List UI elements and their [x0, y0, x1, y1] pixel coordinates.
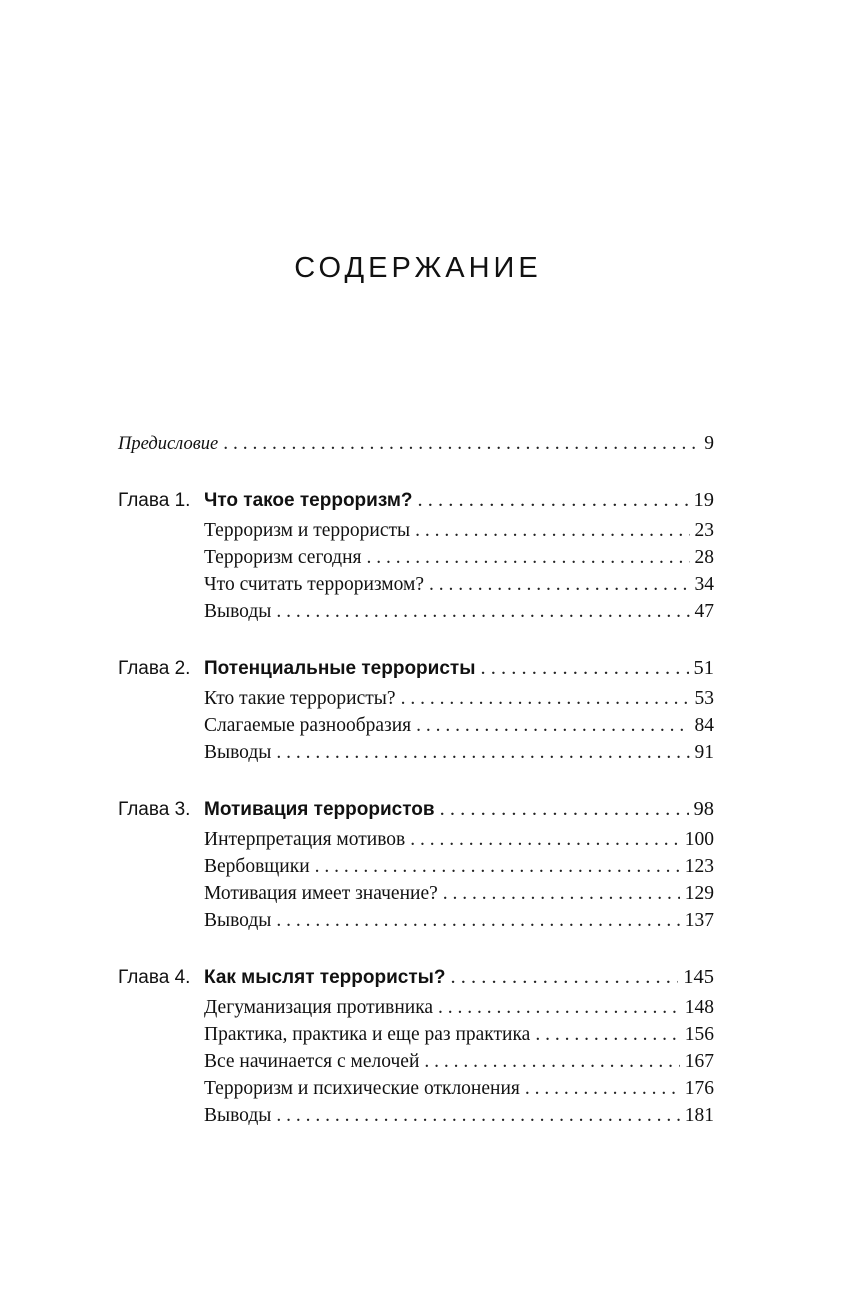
- toc-section-entry[interactable]: [204, 880, 714, 907]
- dot-leader: [424, 1048, 679, 1075]
- section-title: Выводы: [204, 601, 272, 622]
- section-title: Выводы: [204, 742, 272, 763]
- dot-leader: [535, 1021, 679, 1048]
- dot-leader: [276, 907, 679, 934]
- toc-chapter-entry[interactable]: [118, 792, 714, 826]
- toc-page-number: 53: [694, 688, 714, 709]
- toc-section-entry[interactable]: [204, 712, 714, 739]
- section-title: Выводы: [204, 910, 272, 931]
- section-title: Слагаемые разнообразия: [204, 715, 412, 736]
- dot-leader: [276, 598, 689, 625]
- dot-leader: [276, 739, 689, 766]
- section-title: Терроризм сегодня: [204, 547, 362, 568]
- toc-page-number: 145: [683, 966, 714, 988]
- toc-page-number: 98: [693, 798, 714, 820]
- toc-page-number: 23: [694, 520, 714, 541]
- toc-page-number: 28: [694, 547, 714, 568]
- toc-chapter-entry[interactable]: [118, 651, 714, 685]
- dot-leader: [415, 517, 689, 544]
- chapter-title: Потенциальные террористы: [204, 658, 476, 679]
- toc-section-entry[interactable]: [204, 598, 714, 625]
- toc-section-entry[interactable]: [204, 517, 714, 544]
- section-title: Терроризм и террористы: [204, 520, 411, 541]
- chapter-number: Глава 4.: [118, 967, 191, 988]
- chapter-block: [118, 651, 714, 766]
- section-title: Выводы: [204, 1105, 272, 1126]
- toc-section-entry[interactable]: [204, 571, 714, 598]
- table-of-contents: [118, 430, 714, 1129]
- dot-leader: [525, 1075, 680, 1102]
- toc-section-entry[interactable]: [204, 685, 714, 712]
- chapter-number: Глава 3.: [118, 799, 191, 820]
- section-title: Терроризм и психические отклонения: [204, 1078, 520, 1099]
- toc-chapter-entry[interactable]: [118, 960, 714, 994]
- toc-section-entry[interactable]: [204, 1021, 714, 1048]
- dot-leader: [480, 651, 688, 685]
- toc-entry-label: Предисловие: [118, 434, 219, 454]
- toc-page-number: 181: [684, 1105, 714, 1126]
- dot-leader: [315, 853, 680, 880]
- toc-page-number: 167: [684, 1051, 714, 1072]
- dot-leader: [438, 994, 680, 1021]
- toc-page-number: 34: [694, 574, 714, 595]
- toc-page-number: 100: [684, 829, 714, 850]
- toc-page-number: 156: [684, 1024, 714, 1045]
- chapter-title: Мотивация террористов: [204, 799, 435, 820]
- chapter-list: [118, 483, 714, 1129]
- toc-page-number: 51: [693, 657, 714, 679]
- dot-leader: [223, 430, 699, 457]
- dot-leader: [450, 960, 678, 994]
- toc-page-number: 129: [684, 883, 714, 904]
- toc-page-number: 19: [693, 489, 714, 511]
- chapter-block: [118, 792, 714, 934]
- chapter-title: Что такое терроризм?: [204, 490, 413, 511]
- toc-section-entry[interactable]: [204, 739, 714, 766]
- dot-leader: [416, 712, 689, 739]
- section-title: Мотивация имеет значение?: [204, 883, 438, 904]
- section-title: Дегуманизация противника: [204, 997, 434, 1018]
- dot-leader: [443, 880, 680, 907]
- toc-section-entry[interactable]: [204, 853, 714, 880]
- section-title: Вербовщики: [204, 856, 310, 877]
- toc-section-entry[interactable]: [204, 994, 714, 1021]
- toc-page-number: 137: [684, 910, 714, 931]
- dot-leader: [410, 826, 680, 853]
- dot-leader: [276, 1102, 679, 1129]
- toc-page-number: 47: [694, 601, 714, 622]
- section-title: Что считать терроризмом?: [204, 574, 425, 595]
- section-title: Все начинается с мелочей: [204, 1051, 420, 1072]
- dot-leader: [440, 792, 689, 826]
- toc-section-entry[interactable]: [204, 544, 714, 571]
- toc-page-number: 91: [694, 742, 714, 763]
- chapter-block: [118, 483, 714, 625]
- toc-page-number: 148: [684, 997, 714, 1018]
- chapter-number: Глава 2.: [118, 658, 191, 679]
- section-title: Кто такие террористы?: [204, 688, 396, 709]
- section-title: Практика, практика и еще раз практика: [204, 1024, 531, 1045]
- toc-section-entry[interactable]: [204, 1075, 714, 1102]
- toc-section-entry[interactable]: [204, 907, 714, 934]
- toc-page-number: 176: [684, 1078, 714, 1099]
- toc-page-number: 9: [704, 433, 714, 454]
- toc-chapter-entry[interactable]: [118, 483, 714, 517]
- dot-leader: [366, 544, 689, 571]
- dot-leader: [401, 685, 690, 712]
- chapter-block: [118, 960, 714, 1129]
- toc-section-entry[interactable]: [204, 826, 714, 853]
- chapter-title: Как мыслят террористы?: [204, 967, 446, 988]
- dot-leader: [417, 483, 688, 517]
- section-title: Интерпретация мотивов: [204, 829, 406, 850]
- toc-entry-preface[interactable]: [118, 430, 714, 457]
- toc-page-number: 123: [684, 856, 714, 877]
- page-title: СОДЕРЖАНИЕ: [294, 252, 542, 284]
- dot-leader: [429, 571, 689, 598]
- chapter-number: Глава 1.: [118, 490, 191, 511]
- toc-section-entry[interactable]: [204, 1048, 714, 1075]
- toc-section-entry[interactable]: [204, 1102, 714, 1129]
- toc-page-number: 84: [694, 715, 714, 736]
